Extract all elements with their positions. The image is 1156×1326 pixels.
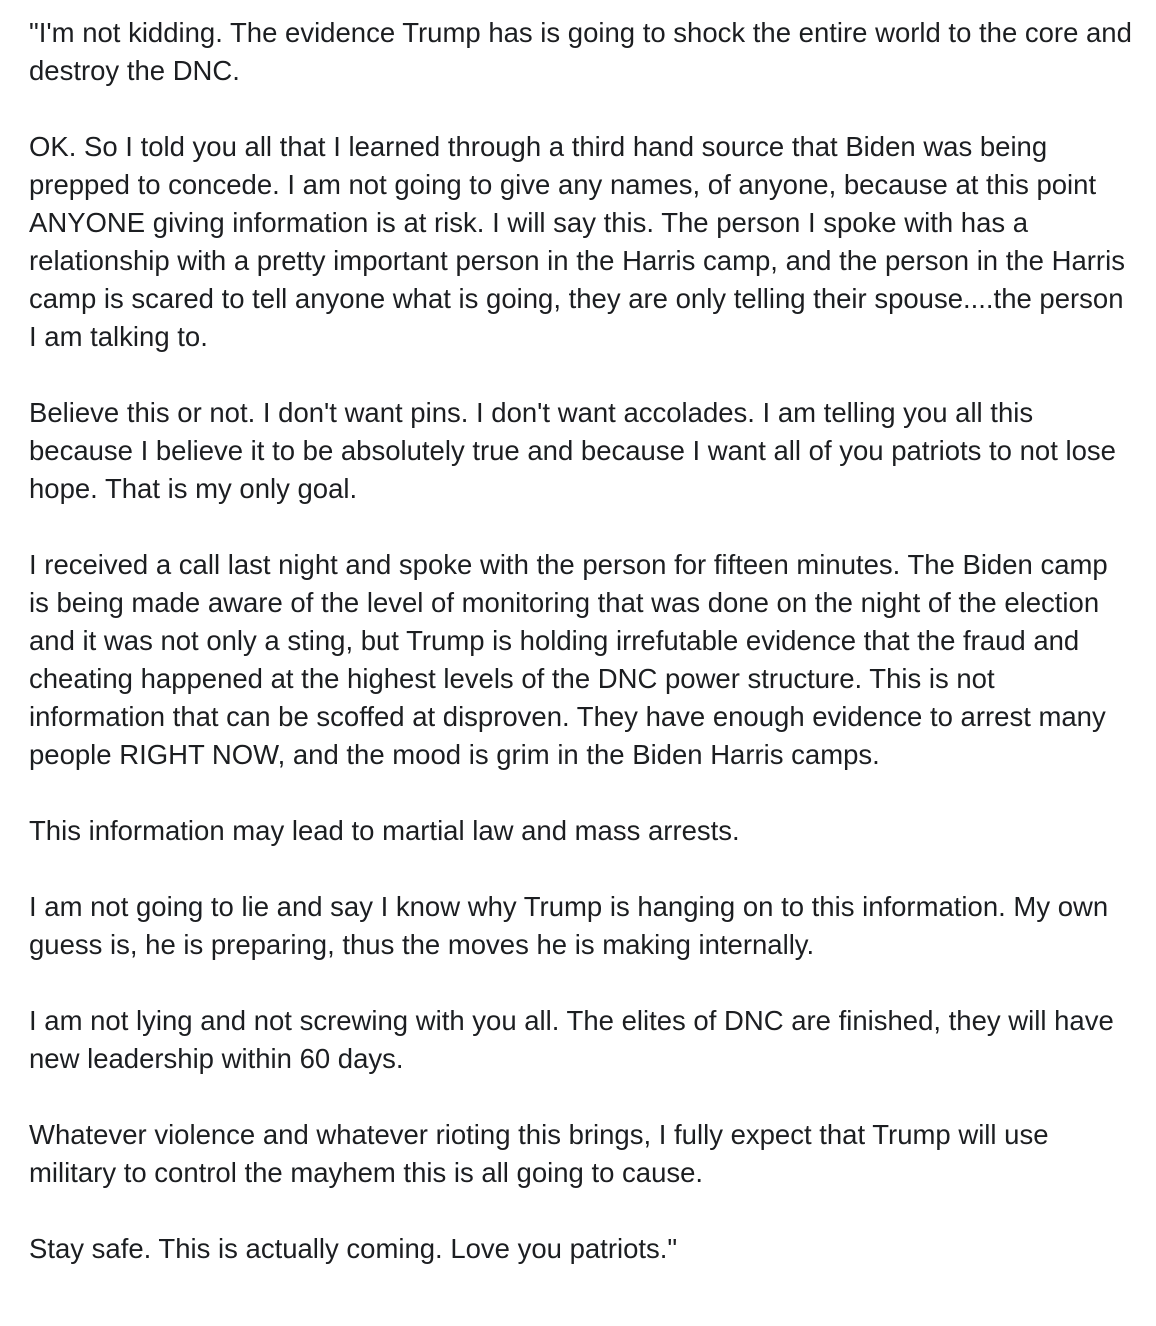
post-paragraph: This information may lead to martial law and mass arrests. [29, 815, 740, 846]
post-paragraph: I am not going to lie and say I know why Trump is hanging on to this information. My own guess is, he is preparing, thus the moves he is making internally. [29, 891, 1109, 960]
post-paragraph: "I'm not kidding. The evidence Trump has is going to shock the entire world to the core and destroy the DNC. [29, 17, 1132, 86]
post-paragraph: OK. So I told you all that I learned through a third hand source that Biden was being prepped to concede. I am not going to give any names, of anyone, because at this point ANYONE giving information is at risk. I will say this. The person I spoke with has a relationship with a pretty important person in the Harris camp, and the person in the Harris camp is scared to tell anyone what is going, they are only telling their spouse....the person I am talking to. [29, 131, 1125, 352]
post-paragraph: Whatever violence and whatever rioting this brings, I fully expect that Trump will use military to control the mayhem this is all going to cause. [29, 1119, 1049, 1188]
post-paragraph: I am not lying and not screwing with you all. The elites of DNC are finished, they will have new leadership within 60 days. [29, 1005, 1114, 1074]
post-paragraph: Believe this or not. I don't want pins. I don't want accolades. I am telling you all this because I believe it to be absolutely true and because I want all of you patriots to not lose hope. That is my only goal. [29, 397, 1116, 504]
post-paragraph: I received a call last night and spoke with the person for fifteen minutes. The Biden camp is being made aware of the level of monitoring that was done on the night of the election and it was not only a sting, but Trump is holding irrefutable evidence that the fraud and cheating happened at the highest levels of the DNC power structure. This is not information that can be scoffed at disproven. They have enough evidence to arrest many people RIGHT NOW, and the mood is grim in the Biden Harris camps. [29, 549, 1108, 770]
post-paragraph: Stay safe. This is actually coming. Love you patriots." [29, 1233, 678, 1264]
